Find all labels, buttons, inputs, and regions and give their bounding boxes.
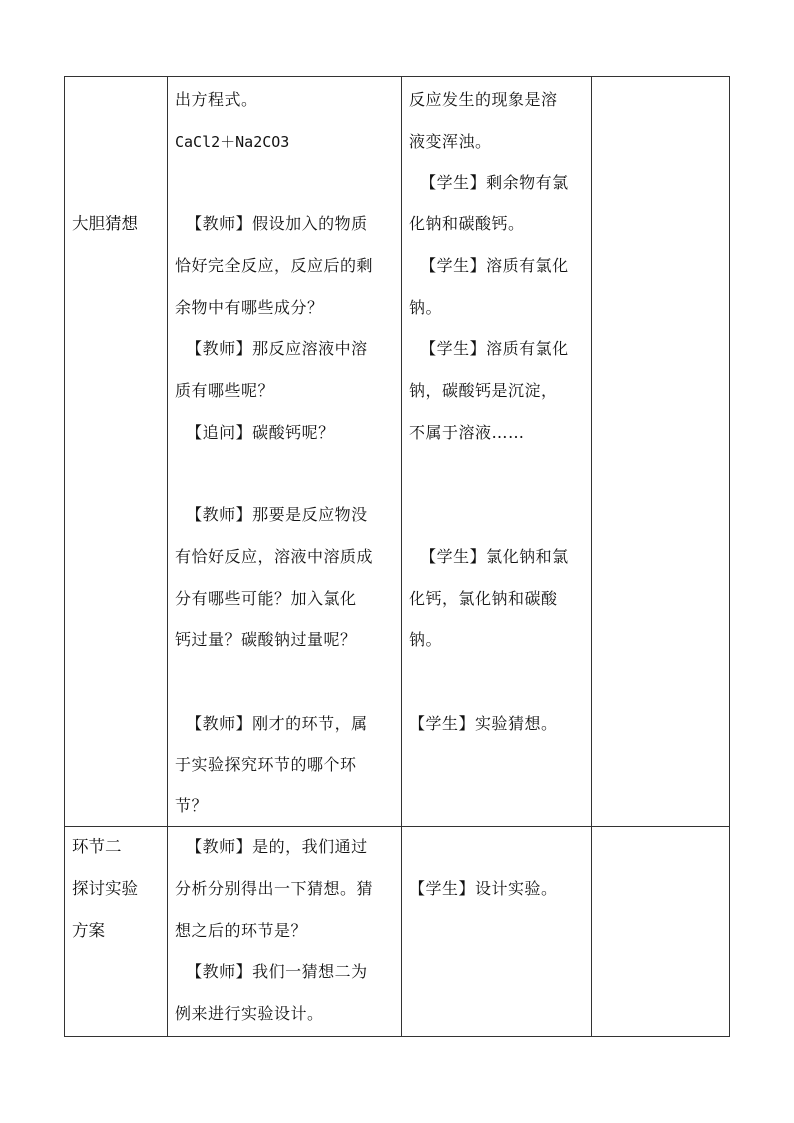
stage-label: 环节二	[72, 837, 122, 856]
text-line: 例来进行实验设计。	[175, 1004, 324, 1023]
student-activity-cell	[402, 827, 592, 1037]
teacher-activity-cell	[168, 77, 402, 827]
text-line: 余物中有哪些成分？	[175, 298, 324, 317]
text-line: 有恰好反应，溶液中溶质成	[175, 547, 374, 566]
text-line: 质有哪些呢？	[175, 381, 275, 400]
text-line: 钠。	[409, 298, 443, 317]
text-line: 【教师】那反应溶液中溶	[175, 339, 368, 358]
text-line: 节？	[175, 796, 209, 815]
table-row	[65, 827, 730, 1037]
text-line: 【学生】溶质有氯化	[409, 256, 569, 275]
text-line: 分析分别得出一下猜想。猜	[175, 879, 374, 898]
teacher-activity-cell	[168, 827, 402, 1037]
text-line: 钠，碳酸钙是沉淀，	[409, 381, 558, 400]
lesson-table	[64, 76, 730, 1037]
text-line: 反应发生的现象是溶	[409, 90, 558, 109]
text-line: 化钠和碳酸钙。	[409, 214, 525, 233]
text-line: 不属于溶液……	[409, 423, 525, 442]
chemical-formula: CaCl2＋Na2CO3	[175, 133, 290, 151]
text-line: 【教师】那要是反应物没	[175, 505, 368, 524]
stage-label: 探讨实验	[72, 879, 138, 898]
text-line: 于实验探究环节的哪个环	[175, 755, 357, 774]
text-line: 化钙，氯化钠和碳酸	[409, 589, 558, 608]
stage-label: 大胆猜想	[72, 214, 138, 233]
stage-label-cell	[65, 77, 168, 827]
text-line: 【教师】是的，我们通过	[175, 837, 368, 856]
text-line: 【追问】碳酸钙呢？	[175, 423, 335, 442]
text-line: 【学生】实验猜想。	[409, 714, 558, 733]
text-line: 想之后的环节是？	[175, 921, 308, 940]
notes-cell	[592, 77, 730, 827]
text-line: 【学生】剩余物有氯	[409, 173, 569, 192]
text-line: 出方程式。	[175, 90, 258, 109]
text-line: 【教师】我们一猜想二为	[175, 962, 368, 981]
text-line: 钙过量？碳酸钠过量呢？	[175, 630, 357, 649]
stage-label-cell	[65, 827, 168, 1037]
text-line: 【学生】溶质有氯化	[409, 339, 569, 358]
text-line: 【学生】设计实验。	[409, 879, 558, 898]
text-line: 分有哪些可能？加入氯化	[175, 589, 357, 608]
table-row	[65, 77, 730, 827]
text-line: 恰好完全反应，反应后的剩	[175, 256, 374, 275]
stage-label: 方案	[72, 921, 105, 940]
text-line: 钠。	[409, 630, 443, 649]
notes-cell	[592, 827, 730, 1037]
student-activity-cell	[402, 77, 592, 827]
text-line: 【教师】刚才的环节，属	[175, 714, 368, 733]
text-line: 液变浑浊。	[409, 132, 492, 151]
text-line: 【学生】氯化钠和氯	[409, 547, 569, 566]
text-line: 【教师】假设加入的物质	[175, 214, 368, 233]
